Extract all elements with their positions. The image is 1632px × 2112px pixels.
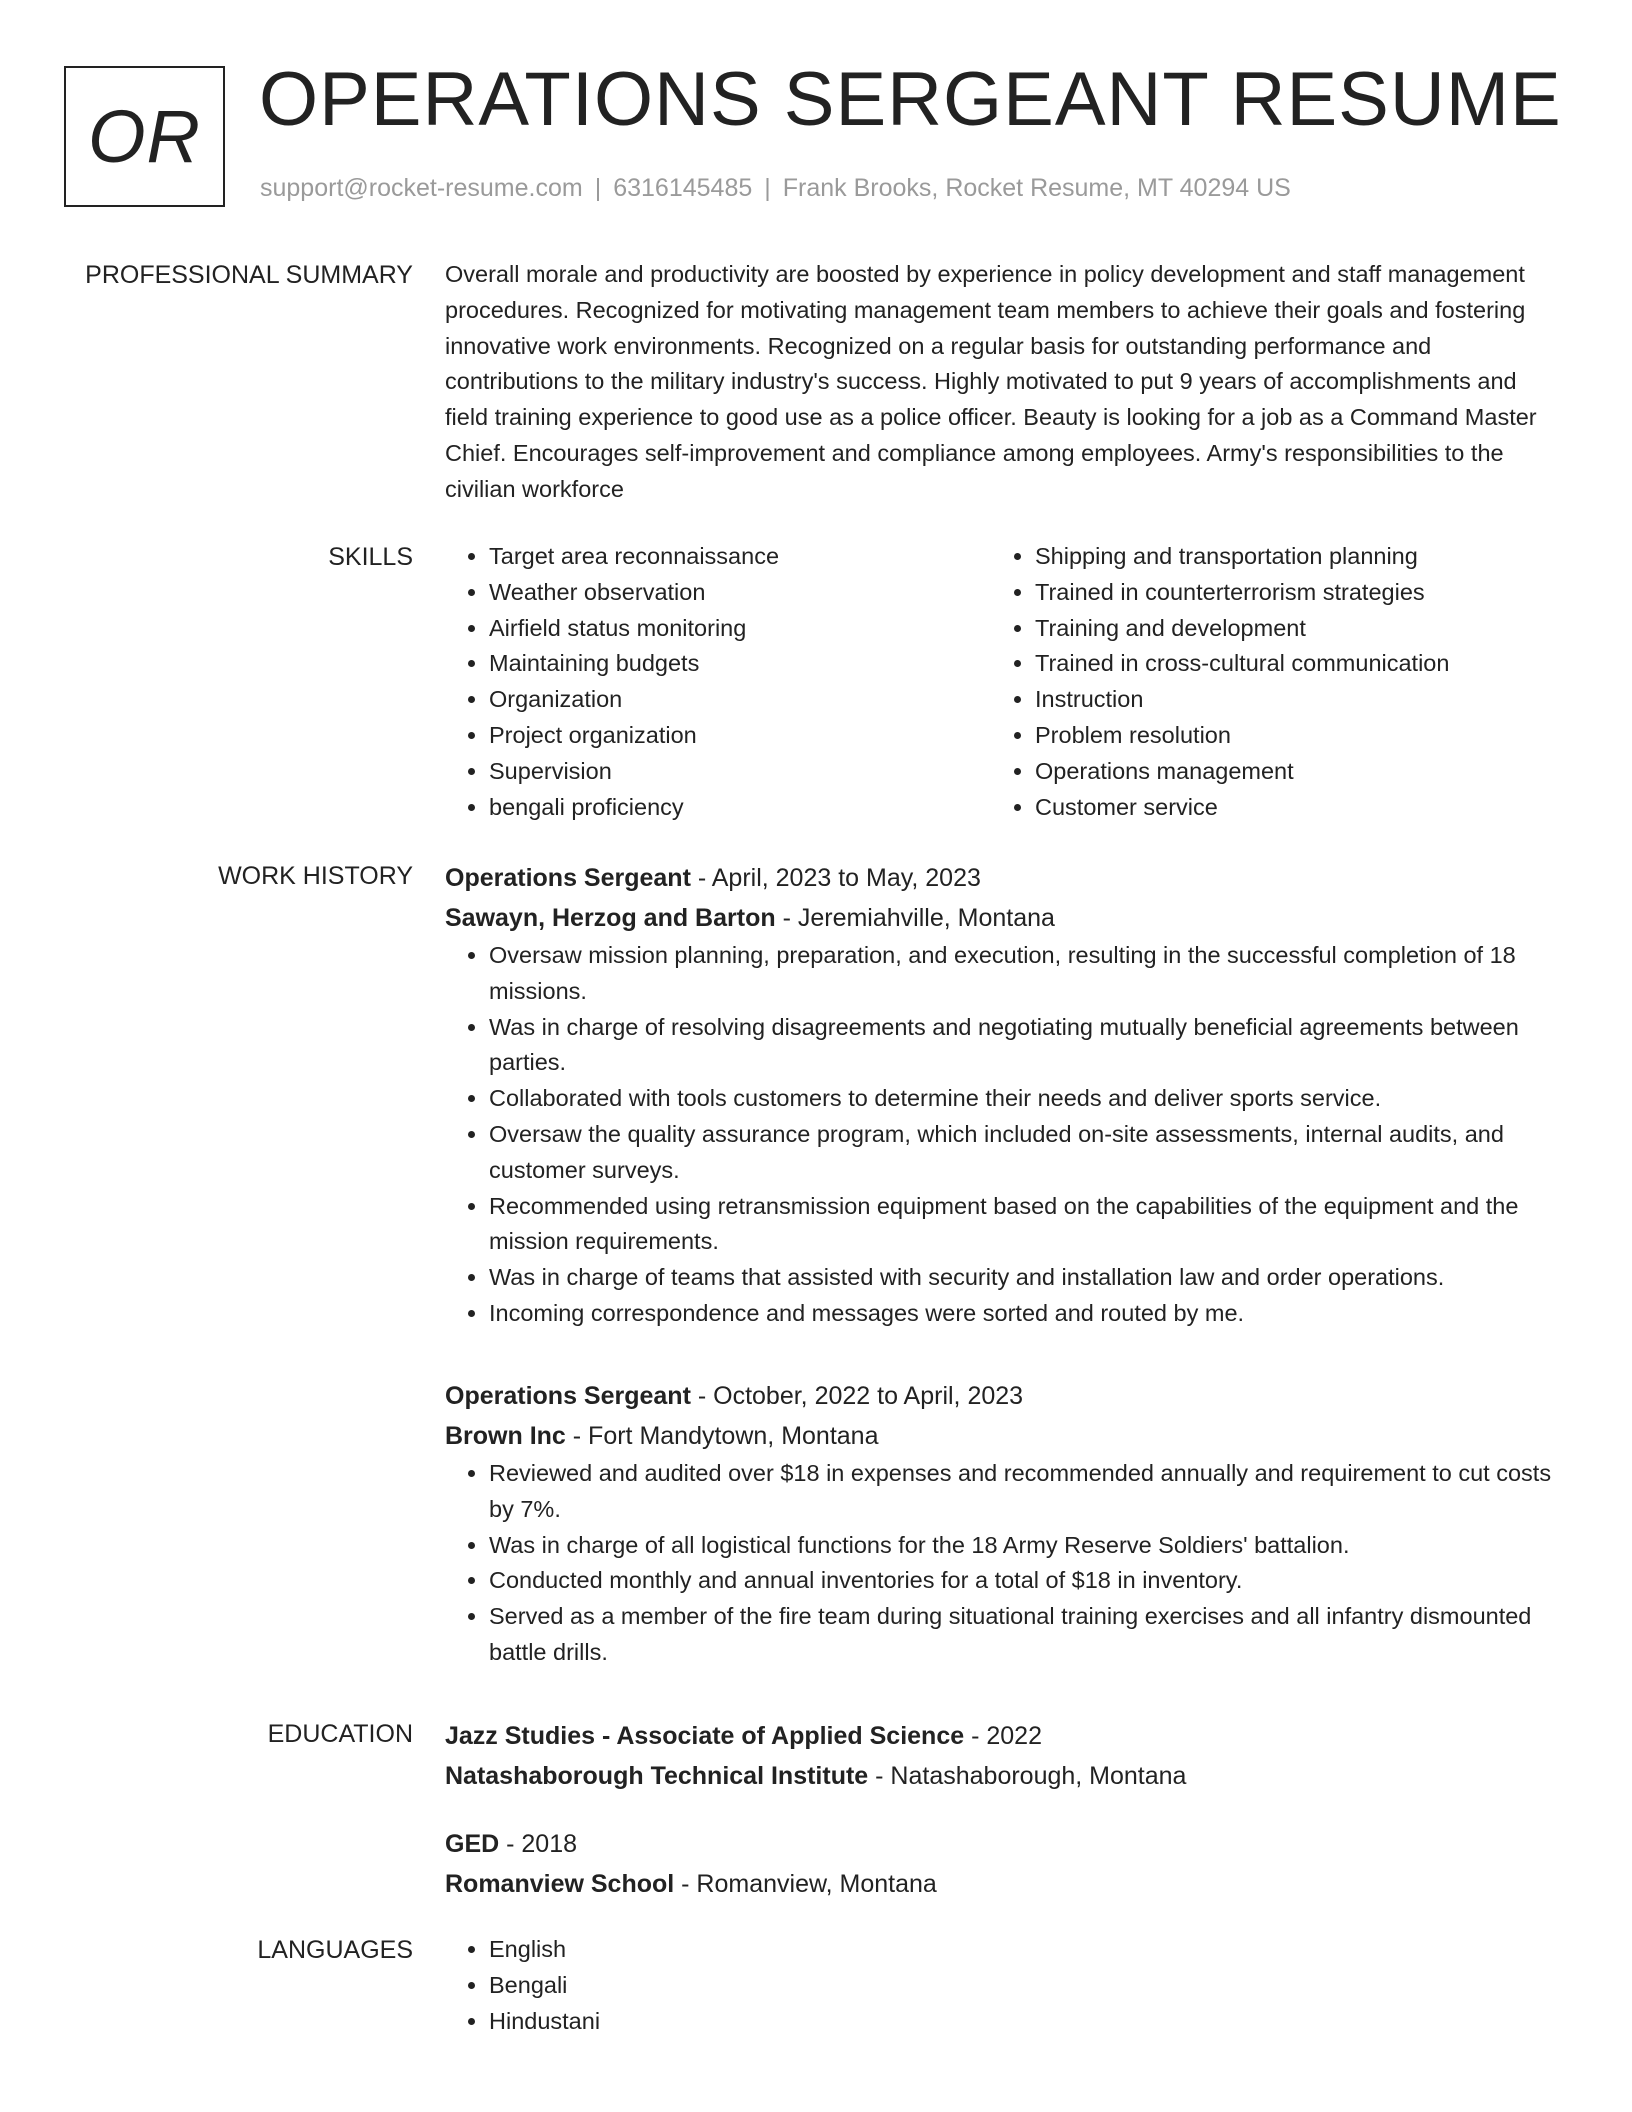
skill-item: • Shipping and transportation planning — [1035, 539, 1537, 575]
education-location: - Romanview, Montana — [674, 1870, 937, 1898]
job-duty: • Incoming correspondence and messages were sorted and routed by me. — [489, 1296, 1560, 1332]
skill-item: • Operations management — [1035, 754, 1537, 790]
education-school-line — [445, 1756, 1560, 1796]
skill-item: • Organization — [489, 682, 991, 718]
skill-item: • Instruction — [1035, 682, 1537, 718]
job-duty: • Oversaw mission planning, preparation, and execution, resulting in the successful completion of 18 missions. — [489, 938, 1560, 1010]
job-duty: • Was in charge of resolving disagreements and negotiating mutually beneficial agreements between parties. — [489, 1010, 1560, 1082]
work-history-body — [445, 858, 1560, 1665]
skill-item: • Weather observation — [489, 575, 991, 611]
job-duty: • Oversaw the quality assurance program, which included on-site assessments, internal audits, and customer surveys. — [489, 1117, 1560, 1189]
job-duty: • Recommended using retransmission equipment based on the capabilities of the equipment and the mission requirements. — [489, 1189, 1560, 1261]
job-title-line — [445, 1376, 1560, 1416]
work-history-label: WORK HISTORY — [218, 862, 413, 890]
contact-phone: 6316145485 — [613, 174, 753, 202]
skills-label: SKILLS — [328, 543, 413, 571]
education-body — [445, 1716, 1560, 1898]
monogram-badge: OR — [64, 66, 225, 207]
education-year: - 2018 — [499, 1830, 578, 1858]
education-year: - 2022 — [964, 1722, 1042, 1750]
contact-address: Frank Brooks, Rocket Resume, MT 40294 US — [782, 174, 1291, 202]
education-degree-line — [445, 1716, 1560, 1756]
job-dates: - April, 2023 to May, 2023 — [690, 864, 981, 892]
contact-separator: | — [594, 174, 602, 202]
skill-item: • Training and development — [1035, 611, 1537, 647]
education-school: Natashaborough Technical Institute — [445, 1762, 869, 1790]
education-degree-line — [445, 1824, 1560, 1864]
languages-label: LANGUAGES — [257, 1936, 413, 1964]
contact-email: support@rocket-resume.com — [260, 174, 583, 202]
job-entry — [445, 858, 1560, 1332]
contact-separator: | — [764, 174, 771, 202]
job-duty: • Served as a member of the fire team during situational training exercises and all infantry dismounted battle drills. — [489, 1599, 1560, 1671]
job-title-line — [445, 858, 1560, 898]
job-duties — [445, 1456, 1560, 1671]
job-title: Operations Sergeant — [445, 864, 691, 892]
skill-item: • Target area reconnaissance — [489, 539, 991, 575]
education-degree: GED — [445, 1830, 500, 1858]
language-item: • Hindustani — [489, 2004, 1560, 2040]
skill-item: • Problem resolution — [1035, 718, 1537, 754]
job-duty: • Reviewed and audited over $18 in expenses and recommended annually and requirement to cut costs by 7%. — [489, 1456, 1560, 1528]
skills-column-left — [445, 539, 991, 825]
language-item: • Bengali — [489, 1968, 1560, 2004]
education-school-line — [445, 1864, 1560, 1904]
skill-item: • Airfield status monitoring — [489, 611, 991, 647]
job-entry — [445, 1376, 1560, 1671]
contact-line — [260, 174, 1291, 203]
job-company-line — [445, 898, 1560, 938]
page-title: OPERATIONS SERGEANT RESUME — [259, 57, 1562, 142]
languages-body — [445, 1932, 1560, 2039]
skill-item: • bengali proficiency — [489, 790, 991, 826]
job-company: Sawayn, Herzog and Barton — [445, 904, 776, 932]
education-entry — [445, 1716, 1560, 1796]
job-duty: • Was in charge of all logistical functions for the 18 Army Reserve Soldiers' battalion. — [489, 1528, 1560, 1564]
skills-list — [445, 539, 1560, 825]
skill-item: • Trained in counterterrorism strategies — [1035, 575, 1537, 611]
job-duty: • Conducted monthly and annual inventories for a total of $18 in inventory. — [489, 1563, 1560, 1599]
language-item: • English — [489, 1932, 1560, 1968]
education-entry — [445, 1824, 1560, 1904]
skill-item: • Customer service — [1035, 790, 1537, 826]
education-location: - Natashaborough, Montana — [868, 1762, 1187, 1790]
job-location: - Jeremiahville, Montana — [775, 904, 1055, 932]
education-degree: Jazz Studies - Associate of Applied Science — [445, 1722, 965, 1750]
summary-text: Overall morale and productivity are boosted by experience in policy development and staff management procedures. Recognized for motivating management team members to achieve their goals and fostering innovative work environments. Recognized on a regular basis for outstanding performance and contributions to the military industry's success. Highly motivated to put 9 years of accomplishments and field training experience to good use as a police officer. Beauty is looking for a job as a Command Master Chief. Encourages self-improvement and compliance among employees. Army's responsibilities to the civilian workforce — [445, 261, 1537, 502]
job-duties — [445, 938, 1560, 1332]
skills-column-right — [991, 539, 1537, 825]
summary-label: PROFESSIONAL SUMMARY — [85, 261, 413, 289]
job-company-line — [445, 1416, 1560, 1456]
education-label: EDUCATION — [267, 1720, 413, 1748]
job-location: - Fort Mandytown, Montana — [565, 1422, 879, 1450]
job-dates: - October, 2022 to April, 2023 — [690, 1382, 1024, 1410]
skill-item: • Maintaining budgets — [489, 646, 991, 682]
education-school: Romanview School — [445, 1870, 675, 1898]
languages-list — [445, 1932, 1560, 2039]
job-company: Brown Inc — [445, 1422, 566, 1450]
job-title: Operations Sergeant — [445, 1382, 691, 1410]
skill-item: • Project organization — [489, 718, 991, 754]
skill-item: • Trained in cross-cultural communication — [1035, 646, 1537, 682]
skill-item: • Supervision — [489, 754, 991, 790]
job-duty: • Was in charge of teams that assisted with security and installation law and order operations. — [489, 1260, 1560, 1296]
job-duty: • Collaborated with tools customers to determine their needs and deliver sports service. — [489, 1081, 1560, 1117]
